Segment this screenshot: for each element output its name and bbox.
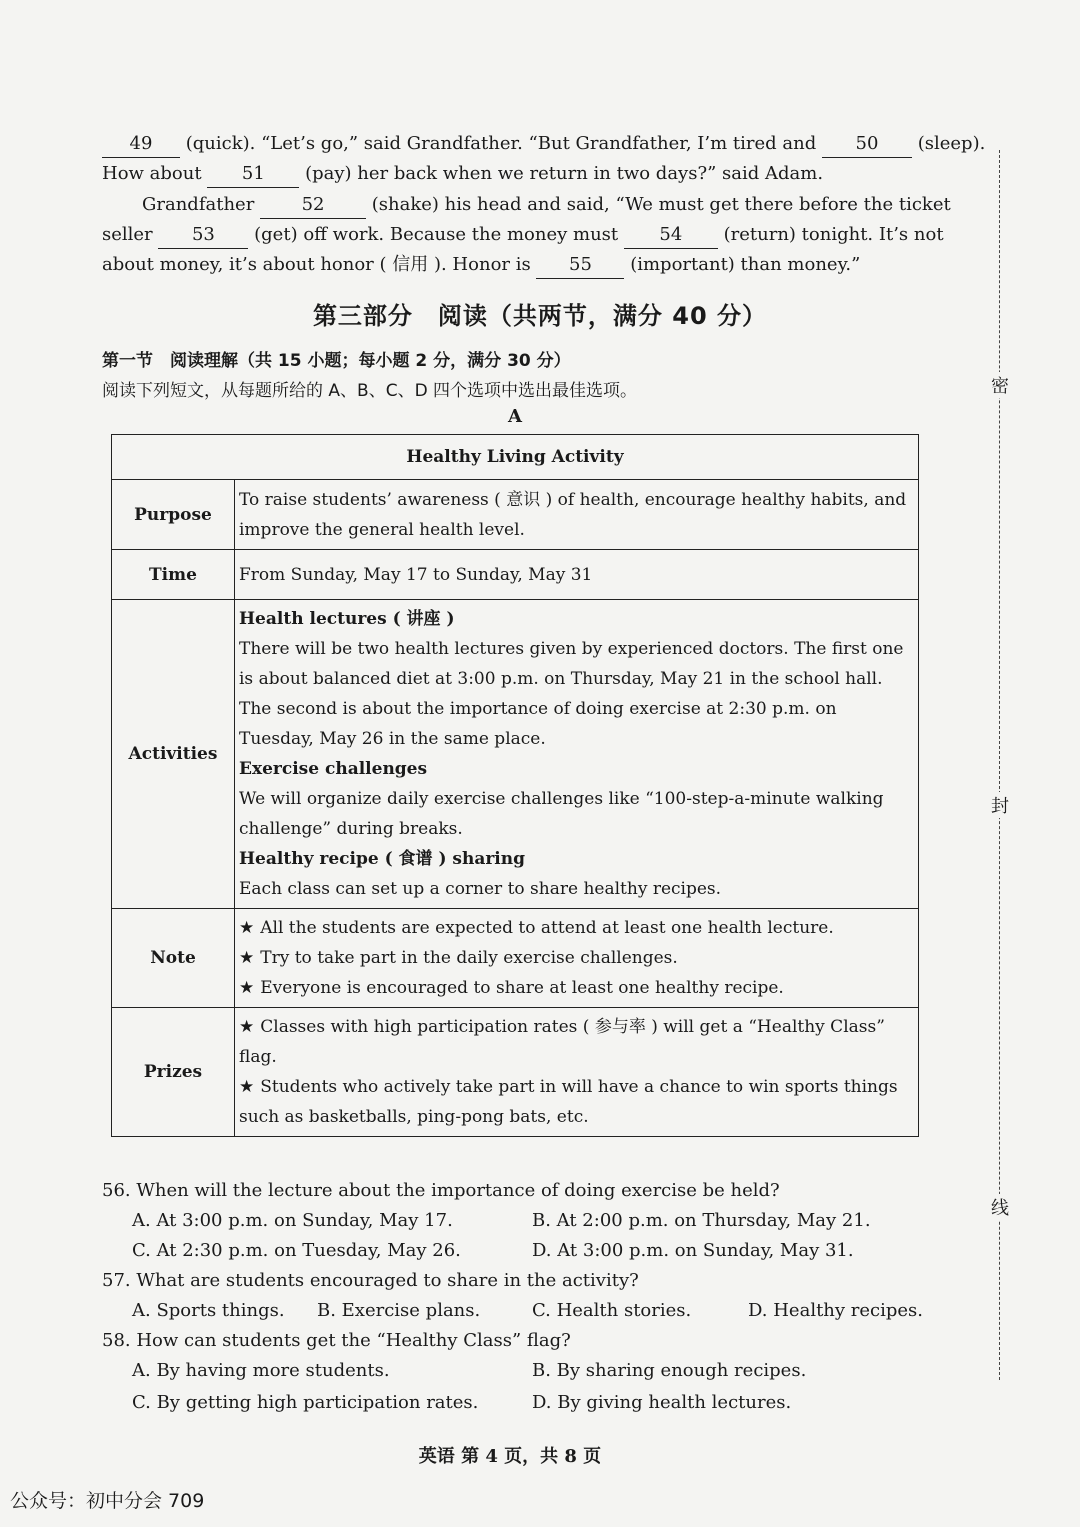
lectures-heading: Health lectures ( 讲座 ) [239, 609, 455, 629]
cloze-text: How about [102, 163, 202, 184]
time-text: From Sunday, May 17 to Sunday, May 31 [235, 550, 919, 600]
star-icon: ★ [239, 1077, 255, 1097]
activities-cell [235, 600, 919, 909]
cloze-text: (pay) her back when we return in two days?” said Adam. [305, 163, 824, 184]
cloze-text: (important) than money.” [630, 254, 861, 275]
purpose-label: Purpose [112, 480, 235, 550]
q58-option-a[interactable]: A. By having more students. [132, 1360, 390, 1381]
exercise-heading: Exercise challenges [239, 759, 428, 779]
prize-item: ★ Classes with high participation rates ( 参与率 ) will get a “Healthy Class” flag. [239, 1017, 885, 1067]
blank-55: 55 [536, 252, 624, 279]
cloze-text: about money, it’s about honor ( 信用 ). Honor is [102, 254, 531, 275]
q57-option-d[interactable]: D. Healthy recipes. [748, 1300, 924, 1321]
q57-option-b[interactable]: B. Exercise plans. [317, 1300, 481, 1321]
note-item: ★ Try to take part in the daily exercise challenges. [239, 948, 678, 968]
blank-51: 51 [207, 161, 299, 188]
q57-option-c[interactable]: C. Health stories. [532, 1300, 692, 1321]
blank-50: 50 [822, 131, 912, 158]
q56-option-a[interactable]: A. At 3:00 p.m. on Sunday, May 17. [132, 1210, 453, 1231]
star-icon: ★ [239, 948, 255, 968]
table-title: Healthy Living Activity [112, 435, 919, 480]
passage-letter: A [508, 406, 522, 427]
cloze-line-4 [102, 222, 944, 249]
blank-53: 53 [158, 222, 248, 249]
exercise-text: We will organize daily exercise challenges like “100-step-a-minute walking challenge” during breaks. [239, 789, 884, 839]
seal-mark-feng: 封 [988, 792, 1012, 818]
lectures-text: There will be two health lectures given by experienced doctors. The first one is about balanced diet at 3:00 p.m. on Thursday, May 21 in the school hall. The second is about the importance of doing exercise at 2:30 p.m. on Tuesday, May 26 in the same place. [239, 639, 904, 749]
q58-option-c[interactable]: C. By getting high participation rates. [132, 1392, 479, 1413]
wechat-watermark: 公众号：初中分会 709 [10, 1490, 205, 1512]
prizes-label: Prizes [112, 1008, 235, 1137]
cloze-text: (return) tonight. It’s not [723, 224, 944, 245]
recipe-text: Each class can set up a corner to share healthy recipes. [239, 879, 722, 899]
cloze-line-3 [142, 192, 951, 219]
subsection-heading: 第一节 阅读理解（共 15 小题；每小题 2 分，满分 30 分） [102, 351, 571, 371]
cloze-text: (shake) his head and said, “We must get there before the ticket [371, 194, 951, 215]
seal-mark-xian: 线 [988, 1194, 1012, 1220]
purpose-text: To raise students’ awareness ( 意识 ) of health, encourage healthy habits, and improve the general health level. [235, 480, 919, 550]
cloze-line-1 [102, 131, 985, 158]
q58-option-d[interactable]: D. By giving health lectures. [532, 1392, 792, 1413]
prizes-cell [235, 1008, 919, 1137]
cloze-text: seller [102, 224, 153, 245]
cloze-text: Grandfather [142, 194, 255, 215]
seal-mark-mi: 密 [988, 372, 1012, 398]
question-57-stem: 57. What are students encouraged to share in the activity? [102, 1270, 639, 1291]
page-footer: 英语 第 4 页，共 8 页 [418, 1446, 602, 1467]
blank-52: 52 [260, 192, 366, 219]
cloze-line-2 [102, 161, 823, 188]
prize-item: ★ Students who actively take part in will have a chance to win sports things such as basketballs, ping-pong bats, etc. [239, 1077, 898, 1127]
recipe-heading: Healthy recipe ( 食谱 ) sharing [239, 849, 526, 869]
activities-label: Activities [112, 600, 235, 909]
cloze-text: (get) off work. Because the money must [254, 224, 619, 245]
time-label: Time [112, 550, 235, 600]
question-58-stem: 58. How can students get the “Healthy Class” flag? [102, 1330, 571, 1351]
note-item: ★ All the students are expected to attend at least one health lecture. [239, 918, 834, 938]
question-56-stem: 56. When will the lecture about the importance of doing exercise be held? [102, 1180, 780, 1201]
cloze-text: (quick). “Let’s go,” said Grandfather. “But Grandfather, I’m tired and [185, 133, 817, 154]
q56-option-c[interactable]: C. At 2:30 p.m. on Tuesday, May 26. [132, 1240, 461, 1261]
cloze-line-5 [102, 252, 860, 279]
q56-option-d[interactable]: D. At 3:00 p.m. on Sunday, May 31. [532, 1240, 854, 1261]
q58-option-b[interactable]: B. By sharing enough recipes. [532, 1360, 807, 1381]
note-label: Note [112, 909, 235, 1008]
note-item: ★ Everyone is encouraged to share at least one healthy recipe. [239, 978, 784, 998]
blank-54: 54 [624, 222, 718, 249]
section-title: 第三部分 阅读（共两节，满分 40 分） [312, 302, 768, 330]
star-icon: ★ [239, 1017, 255, 1037]
instruction: 阅读下列短文，从每题所给的 A、B、C、D 四个选项中选出最佳选项。 [102, 381, 638, 401]
q57-option-a[interactable]: A. Sports things. [132, 1300, 285, 1321]
blank-49: 49 [102, 131, 180, 158]
cloze-text: (sleep). [917, 133, 986, 154]
star-icon: ★ [239, 918, 255, 938]
note-cell [235, 909, 919, 1008]
activity-table [111, 434, 919, 1137]
q56-option-b[interactable]: B. At 2:00 p.m. on Thursday, May 21. [532, 1210, 871, 1231]
star-icon: ★ [239, 978, 255, 998]
